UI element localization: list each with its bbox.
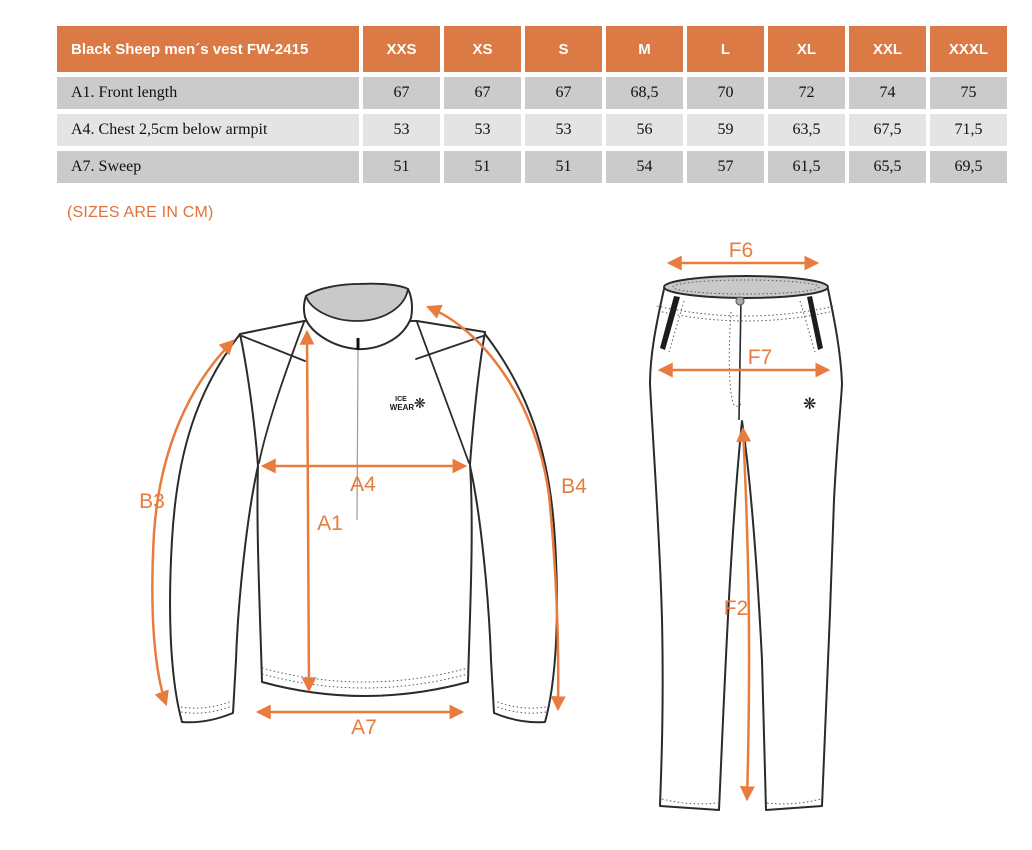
measurement-label-b4: B4 (561, 475, 587, 498)
shirt-logo-snowflake-icon: ❋ (414, 395, 426, 411)
shirt-body (240, 321, 485, 696)
measurement-label-f2: F2 (723, 597, 749, 620)
sizes-unit-note: (SIZES ARE IN CM) (67, 204, 214, 221)
measurement-label-a4: A4 (350, 473, 376, 496)
value-cell: 53 (525, 114, 602, 146)
value-cell: 67,5 (849, 114, 926, 146)
size-header-s: S (525, 26, 602, 72)
value-cell: 51 (525, 151, 602, 183)
value-cell: 53 (444, 114, 521, 146)
size-header-xs: XS (444, 26, 521, 72)
row-label-sweep: A7. Sweep (57, 151, 359, 183)
value-cell: 67 (525, 77, 602, 109)
measurement-label-f7: F7 (747, 346, 773, 369)
measurement-label-b3: B3 (139, 490, 165, 513)
shirt-logo-ice: ICE (395, 396, 407, 403)
value-cell: 63,5 (768, 114, 845, 146)
pants-button (736, 297, 744, 305)
size-header-xxs: XXS (363, 26, 440, 72)
shirt-left-sleeve (170, 334, 258, 722)
value-cell: 71,5 (930, 114, 1007, 146)
pants-body (650, 289, 842, 810)
value-cell: 56 (606, 114, 683, 146)
value-cell: 61,5 (768, 151, 845, 183)
value-cell: 51 (444, 151, 521, 183)
measurement-label-f6: F6 (728, 239, 754, 262)
value-cell: 65,5 (849, 151, 926, 183)
measurement-label-a7: A7 (351, 716, 377, 739)
size-header-l: L (687, 26, 764, 72)
size-header-xxxl: XXXL (930, 26, 1007, 72)
shirt-logo-wear: WEAR (389, 403, 415, 412)
row-label-chest: A4. Chest 2,5cm below armpit (57, 114, 359, 146)
value-cell: 57 (687, 151, 764, 183)
value-cell: 51 (363, 151, 440, 183)
shirt-drawing (139, 284, 587, 739)
size-header-xl: XL (768, 26, 845, 72)
size-header-xxl: XXL (849, 26, 926, 72)
value-cell: 70 (687, 77, 764, 109)
measurement-label-a1: A1 (317, 512, 343, 535)
value-cell: 54 (606, 151, 683, 183)
pants-snowflake-icon: ❋ (803, 396, 817, 413)
pants-drawing (650, 239, 842, 810)
value-cell: 69,5 (930, 151, 1007, 183)
value-cell: 72 (768, 77, 845, 109)
value-cell: 74 (849, 77, 926, 109)
size-header-m: M (606, 26, 683, 72)
value-cell: 67 (363, 77, 440, 109)
value-cell: 75 (930, 77, 1007, 109)
pants-waistband (664, 276, 828, 298)
value-cell: 68,5 (606, 77, 683, 109)
row-label-front-length: A1. Front length (57, 77, 359, 109)
value-cell: 59 (687, 114, 764, 146)
value-cell: 53 (363, 114, 440, 146)
product-header-cell: Black Sheep men´s vest FW-2415 (57, 26, 359, 72)
value-cell: 67 (444, 77, 521, 109)
shirt-right-sleeve (470, 334, 557, 722)
